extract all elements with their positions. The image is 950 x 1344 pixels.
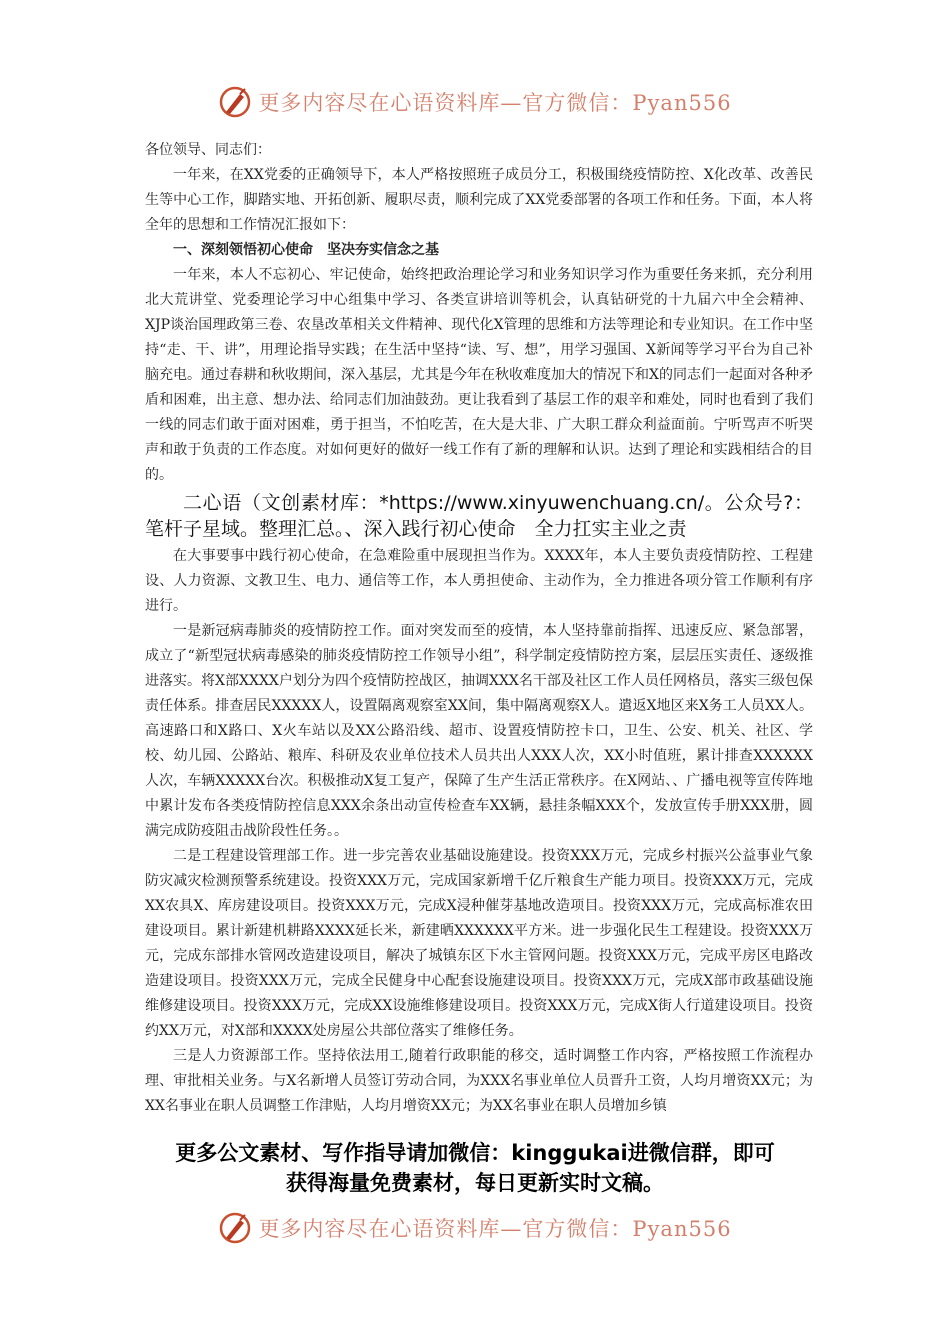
pen-nib-circle-logo-icon [218,1211,252,1245]
paragraph-hr: 三是人力资源部工作。坚持依法用工,随着行政职能的移交，适时调整工作内容，严格按照工作流程办理、审批相关业务。与X名新增人员签订劳动合同，为XXX名事业单位人员晋升工资，人均月增资XX元；为XX名事业在职人员调整工作津贴，人均月增资XX元；为XX名事业在职人员增加乡镇 [145,1048,813,1114]
banner-text: 更多内容尽在心语资料库—官方微信：Pyan556 [258,1217,732,1241]
footer-banner [0,1208,950,1248]
paragraph-epidemic: 一是新冠病毒肺炎的疫情防控工作。面对突发而至的疫情，本人坚持靠前指挥、迅速反应、紧急部署，成立了“新型冠状病毒感染的肺炎疫情防控工作领导小组”，科学制定疫情防控方案，层层压实责任、逐级推进落实。将X部XXXX户划分为四个疫情防控战区，抽调XXX名干部及社区工作人员任网格员，落实三级包保责任体系。排查居民XXXXX人，设置隔离观察室XX间，集中隔离观察X人。遣返X地区来X务工人员XX人。高速路口和X路口、X火车站以及XX公路沿线、超市、设置疫情防控卡口，卫生、公安、机关、社区、学校、幼儿园、公路站、粮库、科研及农业单位技术人员共出人XXX人次，XX小时值班，累计排查XXXXXX人次，车辆XXXXX台次。积极推动X复工复产，保障了生产生活正常秩序。在X网站、、广播电视等宣传阵地中累计发布各类疫情防控信息XXX余条出动宣传检查车XX辆，悬挂条幅XXX个，发放宣传手册XXX册，圆满完成防疫阻击战阶段性任务。。 [145,623,813,839]
paragraph-intro: 一年来，在XX党委的正确领导下，本人严格按照班子成员分工，积极围绕疫情防控、X化改革、改善民生等中心工作，脚踏实地、开拓创新、履职尽责，顺利完成了XX党委部署的各项工作和任务。下面，本人将全年的思想和工作情况汇报如下： [145,167,813,233]
promo-note [0,1138,950,1198]
header-banner [0,82,950,122]
section-heading-1: 一、深刻领悟初心使命 坚决夯实信念之基 [173,242,439,258]
paragraph-duties: 在大事要事中践行初心使命，在急难险重中展现担当作为。XXXX年，本人主要负责疫情防控、工程建设、人力资源、文教卫生、电力、通信等工作，本人勇担使命、主动作为，全力推进各项分管工作顺利有序进行。 [145,548,813,614]
promo-line-2: 获得海量免费素材，每日更新实时文稿。 [286,1171,664,1195]
banner-text: 更多内容尽在心语资料库—官方微信：Pyan556 [258,91,732,115]
section-heading-2: 二心语（文创素材库：*https://www.xinyuwenchuang.cn/。公众号?：笔杆子星域。整理汇总。、深入践行初心使命 全力扛实主业之责 [145,492,813,540]
paragraph-engineering: 二是工程建设管理部工作。进一步完善农业基础设施建设。投资XXX万元，完成乡村振兴公益事业气象防灾减灾检测预警系统建设。投资XXX万元，完成国家新增千亿斤粮食生产能力项目。投资XXX万元，完成XX农具X、库房建设项目。投资XXX万元，完成X浸种催芽基地改造项目。投资XXX万元，完成高标准农田建设项目。累计新建机耕路XXXX延长米，新建晒XXXXXX平方米。进一步强化民生工程建设。投资XXX万元，完成东部排水管网改造建设项目，解决了城镇东区下水主管网问题。投资XXX万元，完成平房区电路改造建设项目。投资XXX万元，完成全民健身中心配套设施建设项目。投资XXX万元，完成X部市政基础设施维修建设项目。投资XXX万元，完成XX设施维修建设项目。投资XXX万元，完成X街人行道建设项目。投资约XX万元，对X部和XXXX处房屋公共部位落实了维修任务。 [145,848,813,1039]
paragraph-study: 一年来，本人不忘初心、牢记使命，始终把政治理论学习和业务知识学习作为重要任务来抓，充分利用北大荒讲堂、党委理论学习中心组集中学习、各类宣讲培训等机会，认真钻研党的十九届六中全会精神、XJP谈治国理政第三卷、农垦改革相关文件精神、现代化X管理的思维和方法等理论和专业知识。在工作中坚持“走、干、讲”，用理论指导实践；在生活中坚持“读、写、想”，用学习强国、X新闻等学习平台为自己补脑充电。通过春耕和秋收期间，深入基层，尤其是今年在秋收难度加大的情况下和X的同志们一起面对各种矛盾和困难，出主意、想办法、给同志们加油鼓劲。更让我看到了基层工作的艰辛和难处，同时也看到了我们一线的同志们敢于面对困难，勇于担当，不怕吃苦，在大是大非、广大职工群众利益面前。宁听骂声不听哭声和敢于负责的工作态度。对如何更好的做好一线工作有了新的理解和认识。达到了理论和实践相结合的目的。 [145,267,813,483]
pen-nib-circle-logo-icon [218,85,252,119]
greeting: 各位领导、同志们： [145,142,271,158]
promo-line-1: 更多公文素材、写作指导请加微信：kinggukai进微信群，即可 [175,1141,775,1165]
document-body [145,138,813,1119]
